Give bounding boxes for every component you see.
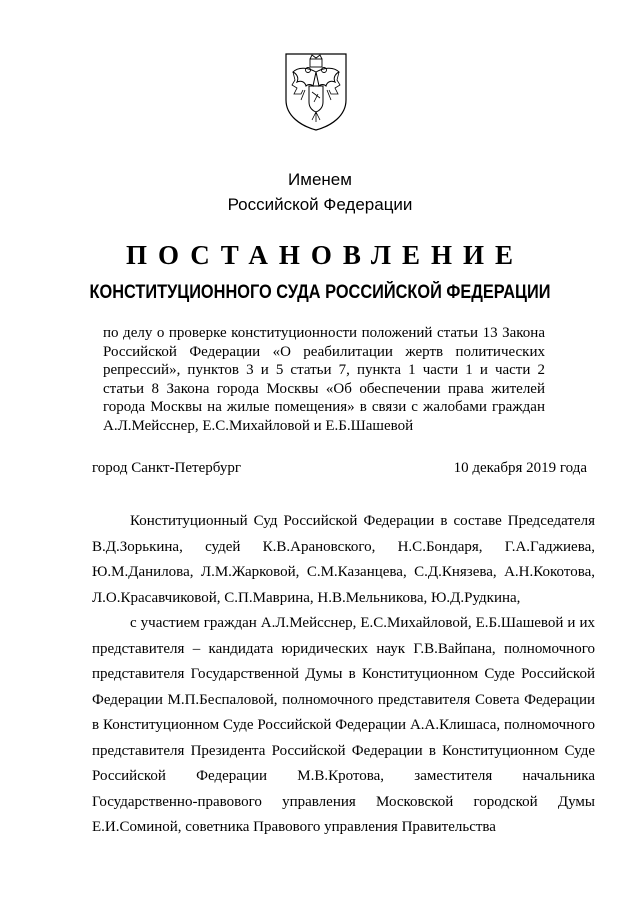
decree-title: ПОСТАНОВЛЕНИЕ [125,240,525,270]
case-description: по делу о проверке конституционности положений статьи 13 Закона Российской Федерации «О реабилитации жертв политических репрессий», пунктов 3 и 5 статьи 7, пункта 1 части 1 и части 2 статьи 8 Закона города Москвы «Об обеспечении права жителей города Москвы на жилые помещения» в связи с жалобами граждан А.Л.Мейсснер, Е.С.Михайловой и Е.Б.Шашевой [103,325,545,434]
court-title: КОНСТИТУЦИОННОГО СУДА РОССИЙСКОЙ ФЕДЕРАЦИИ [89,282,551,303]
coat-of-arms-emblem [279,50,353,132]
federation-heading: Российской Федерации [227,195,413,214]
in-name-heading: Именем [288,170,352,189]
date-text: 10 декабря 2019 года [453,460,587,476]
place-text: город Санкт-Петербург [92,460,241,476]
place-date-line [92,460,587,477]
paragraph-court-composition: Конституционный Суд Российской Федерации в составе Председателя В.Д.Зорькина, судей К.В.Арановского, Н.С.Бондаря, Г.А.Гаджиева, Ю.М.Данилова, Л.М.Жарковой, С.М.Казанцева, С.Д.Князева, А.Н.Кокотова, Л.О.Красавчиковой, С.П.Маврина, Н.В.Мельникова, Ю.Д.Рудкина, [92,513,595,606]
body-text [92,509,595,841]
paragraph-participants: с участием граждан А.Л.Мейсснер, Е.С.Михайловой, Е.Б.Шашевой и их представителя – кандидата юридических наук Г.В.Вайпана, полномочного представителя Государственной Думы в Конституционном Суде Российской Федерации М.П.Беспаловой, полномочного представителя Совета Федерации в Конституционном Суде Российской Федерации А.А.Клишаса, полномочного представителя Президента Российской Федерации в Конституционном Суде Российской Федерации М.В.Кротова, заместителя начальника Государственно-правового управления Московской городской Думы Е.И.Соминой, советника Правового управления Правительства [92,615,595,835]
